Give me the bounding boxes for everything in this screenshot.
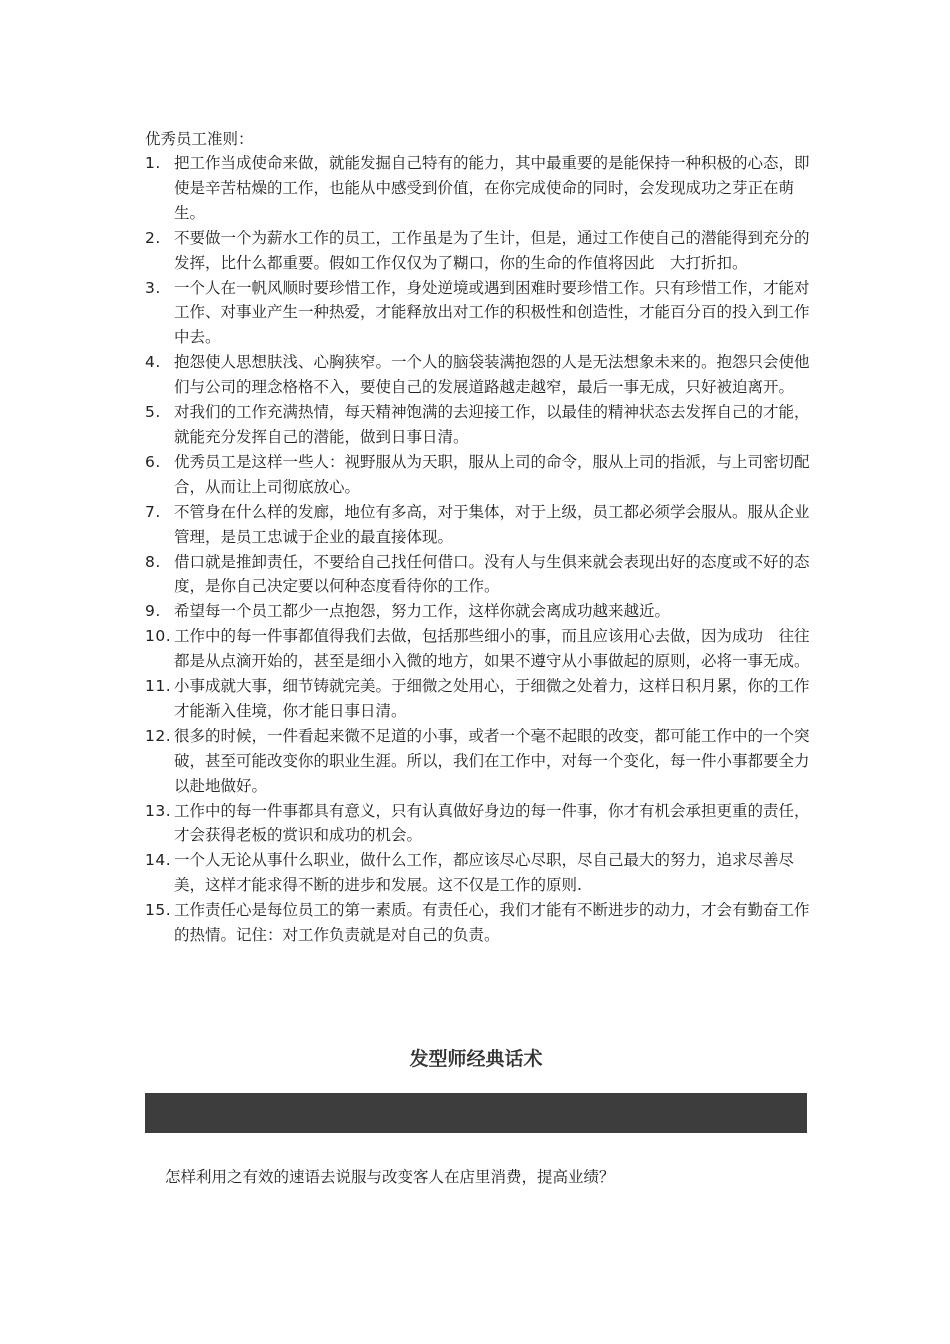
item-number: 8.: [145, 552, 161, 571]
list-item: [145, 848, 813, 898]
list-item: [145, 599, 813, 624]
list-item: [145, 500, 813, 550]
item-text: 工作责任心是每位员工的第一素质。有责任心，我们才能有不断进步的动力，才会有勤奋工作的热情。记住：对工作负责就是对自己的负责。: [174, 901, 810, 945]
item-text: 对我们的工作充满热情，每天精神饱满的去迎接工作，以最佳的精神状态去发挥自己的才能，就能充分发挥自己的潜能，做到日事日清。: [174, 403, 810, 446]
item-text: 不管身在什么样的发廊，地位有多高，对于集体，对于上级，员工都必须学会服从。服从企业管理，是员工忠诚于企业的最直接体现。: [174, 502, 810, 546]
dark-banner: [145, 1093, 807, 1133]
list-item: [145, 724, 813, 799]
item-number: 15.: [145, 901, 172, 920]
section-heading: 发型师经典话术: [409, 1048, 543, 1070]
list-item: [145, 400, 813, 450]
item-text: 借口就是推卸责任，不要给自己找任何借口。没有人与生俱来就会表现出好的态度或不好的态度，是你自己决定要以何种态度看待你的工作。: [174, 552, 810, 596]
list-item: [145, 226, 813, 276]
item-number: 11.: [145, 677, 172, 696]
item-text: 优秀员工是这样一些人：视野服从为天职，服从上司的命令，服从上司的指派，与上司密切配合，从而让上司彻底放心。: [174, 452, 810, 496]
rules-list: [145, 151, 813, 948]
item-text: 希望每一个员工都少一点抱怨，努力工作，这样你就会离成功越来越近。: [174, 602, 671, 621]
item-text: 一个人在一帆风顺时要珍惜工作，身处逆境或遇到困难时要珍惜工作。只有珍惜工作，才能对工作、对事业产生一种热爱，才能释放出对工作的积极性和创造性，才能百分百的投入到工作中去。: [174, 278, 810, 347]
list-item: [145, 151, 813, 226]
item-number: 9.: [145, 602, 161, 621]
list-item: [145, 350, 813, 400]
list-item: [145, 276, 813, 351]
item-text: 很多的时候，一件看起来微不足道的小事，或者一个毫不起眼的改变，都可能工作中的一个突破，甚至可能改变你的职业生涯。所以，我们在工作中，对每一个变化，每一件小事都要全力以赴地做好。: [174, 726, 810, 795]
item-number: 12.: [145, 726, 172, 745]
item-number: 14.: [145, 851, 172, 870]
list-item: [145, 898, 813, 948]
item-text: 工作中的每一件事都具有意义，只有认真做好身边的每一件事，你才有机会承担更重的责任，才会获得老板的赏识和成功的机会。: [174, 801, 810, 845]
item-number: 4.: [145, 353, 161, 372]
item-number: 1.: [145, 154, 161, 172]
item-number: 10.: [145, 627, 172, 646]
item-number: 6.: [145, 452, 161, 471]
intro-title: 优秀员工准则：: [145, 130, 254, 148]
item-text: 小事成就大事，细节铸就完美。于细微之处用心，于细微之处着力，这样日积月累，你的工作才能渐入佳境，你才能日事日清。: [174, 677, 810, 720]
item-text: 不要做一个为薪水工作的员工，工作虽是为了生计，但是，通过工作使自己的潜能得到充分的发挥，比什么都重要。假如工作仅仅为了糊口，你的生命的作值将因此 大打折扣。: [174, 228, 810, 272]
item-number: 2.: [145, 228, 161, 247]
list-item: [145, 799, 813, 849]
item-number: 3.: [145, 278, 161, 297]
item-text: 把工作当成使命来做，就能发掘自己特有的能力，其中最重要的是能保持一种积极的心态，即使是辛苦枯燥的工作，也能从中感受到价值，在你完成使命的同时，会发现成功之芽正在萌生。: [174, 154, 810, 222]
list-item: [145, 624, 813, 674]
item-text: 工作中的每一件事都值得我们去做，包括那些细小的事，而且应该用心去做，因为成功 往往都是从点滴开始的，甚至是细小入微的地方，如果不遵守从小事做起的原则，必将一事无成。: [174, 627, 810, 671]
item-text: 抱怨使人思想肤浅、心胸狭窄。一个人的脑袋装满抱怨的人是无法想象未来的。抱怨只会使他们与公司的理念格格不入，要使自己的发展道路越走越窄，最后一事无成，只好被迫离开。: [174, 353, 810, 397]
list-item: [145, 674, 813, 724]
item-text: 一个人无论从事什么职业，做什么工作，都应该尽心尽职，尽自己最大的努力，追求尽善尽美，这样才能求得不断的进步和发展。这不仅是工作的原则.: [174, 851, 795, 895]
item-number: 5.: [145, 403, 161, 422]
item-number: 7.: [145, 502, 161, 521]
list-item: [145, 450, 813, 500]
item-number: 13.: [145, 801, 172, 820]
question-text: 怎样利用之有效的速语去说服与改变客人在店里消费，提高业绩？: [165, 1168, 615, 1186]
list-item: [145, 550, 813, 600]
